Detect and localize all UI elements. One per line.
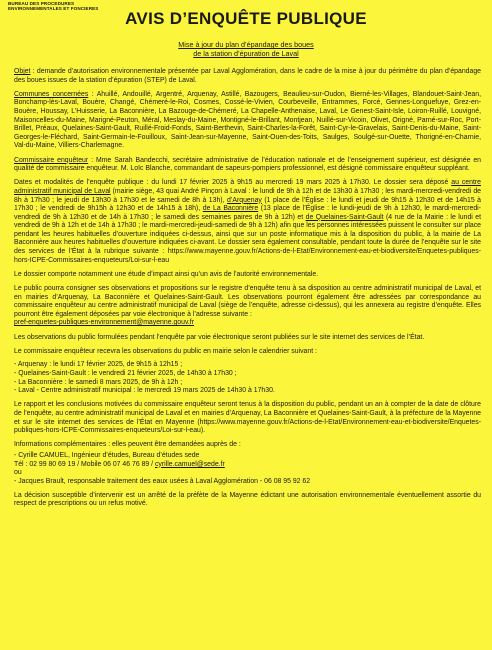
permanence-item: - Arquenay : le lundi 17 février 2025, de 9h15 à 12h15 ; [14,361,183,369]
permanences-intro: Le commissaire enquêteur recevra les observations du public en mairie selon le calendrier suivant : [14,347,317,355]
subtitle-line-1: Mise à jour du plan d’épandage des boues [178,40,314,49]
subtitle-line-2: de la station d’épuration de Laval [193,49,299,58]
contact-1-phone [14,461,481,470]
commissaire-paragraph [14,157,481,174]
contact-2: - Jacques Brault, responsable traitement des eaux usées à Laval Agglomération - 06 08 95 92 62 [14,477,311,485]
issuer-line-2: ENVIRONNEMENTALES ET FONCIERES [8,6,99,11]
commissaire-text: : Mme Sarah Bandecchi, secrétaire administrative de l’éducation nationale et de l’enseignement supérieur, est désignée en qualité de commissaire enquêteur. M. Loïc Blanche, commandant de sapeurs-pompiers professionnel, est désigné commissaire enquêteur suppléant. [14,156,481,173]
location-arquenay: d’Arquenay [227,196,262,204]
page-title: AVIS D’ENQUÊTE PUBLIQUE [125,9,367,28]
commissaire-label: Commissaire enquêteur [14,156,89,164]
page-subtitle [0,40,492,58]
dates-text-5: (4 rue de la Mairie : le lundi et vendredi de 9h à 12h et de 14h à 17h30 ; le mardi-mercredi-jeudi-samedi de 9h à 12h) afin que les personnes intéressées puissent le consulter sur place pendant les heures habituelles d’ouverture indiquées ci-dessus, ainsi que sur un poste informatique mis à la disposition du public, à la mairie de La Baconnière aux heures habituelles d’ouverture indiquées ci-avant. Le dossier sera également consultable, pendant toute la durée de l’enquête sur le site des services de l’État à la rubrique suivante : https://www.mayenne.gouv.fr/Actions-de-l-Etat/Environnement-eau-et-biodiversite/Enquetes-publiques-hors-ICPE-Commissaires-enqueteurs/Loi-sur-l-eau [14,213,481,264]
observations-paragraph [14,285,481,328]
decision-paragraph: La décision susceptible d’intervenir est un arrêté de la préfète de la Mayenne édictant une autorisation environnementale éventuellement assortie du respect de prescriptions ou un refus motivé. [14,491,481,508]
communes-label: Communes concernées [14,90,89,98]
contact-1-tel: Tél : 02 99 80 69 19 / Mobile 06 07 46 76 89 / [14,460,155,468]
issuer-line-1: BUREAU DES PROCEDURES [8,1,75,6]
etude-paragraph: Le dossier comporte notamment une étude d’impact ainsi qu’un avis de l’autorité environnementale. [14,270,319,278]
permanence-item: - La Baconnière : le samedi 8 mars 2025, de 9h à 12h ; [14,378,183,386]
contact-1-email-link[interactable]: cyrille.camuel@sede.fr [154,460,225,468]
publication-paragraph: Les observations du public formulées pendant l’enquête par voie électronique seront publiées sur le site internet des services de l’État. [14,333,425,341]
rapport-paragraph: Le rapport et les conclusions motivées du commissaire enquêteur seront tenus à la disposition du public, pendant un an à compter de la date de clôture de l’enquête, au centre administratif municipal de Laval et en mairies d’Arquenay, La Baconnière et Quelaines-Saint-Gault, à la préfecture de la Mayenne et sur le site internet des services de l’État en Mayenne (https://www.mayenne.gouv.fr/Actions-de-l-Etat/Environnement-eau-et-biodiversite/Enquetes-publiques-hors-ICPE-Commissaires-enqueteurs/Loi-sur-l-eau). [14,401,481,435]
dates-text-1: Dates et modalités de l’enquête publique : du lundi 17 février 2025 à 9h15 au mercredi 19 mars 2025 à 17h30. Le dossier sera déposé [14,179,452,187]
location-laval: au centre administratif municipal de Laval [14,179,481,195]
location-quelaines: de Quelaines-Saint-Gault [305,213,384,221]
communes-text: : Ahuillé, Andouillé, Argentré, Arquenay, Astillé, Bazougers, Beaulieu-sur-Oudon, Bierné-les-Villages, Blandouet-Saint-Jean, Bonchamp-lès-Laval, Bouère, Changé, Chémeré-le-Roi, Cosmes, Cossé-le-Vivien, Courbeveille, Entrammes, Forcé, Gennes-Longuefuye, Grez-en-Bouère, Houssay, L’Huisserie, La Baconnière, La Bazouge-de-Chémeré, La Chapelle-Anthenaise, Laval, Le Genest-Saint-Isle, Loiron-Ruillé, Louvigné, Maisoncelles-du-Maine, Marigné-Peuton, Méral, Meslay-du-Maine, Montigné-le-Brillant, Montjean, Nuillé-sur-Vicoin, Olivet, Origné, Parné-sur-Roc, Port-Brillet, Préaux, Quelaines-Saint-Gault, Ruillé-Froid-Fonds, Saint-Berthevin, Saint-Charles-la-Forêt, Saint-Cyr-le-Gravelais, Saint-Denis-du-Maine, Saint-Georges-le-Fléchard, Saint-Germain-le-Fouilloux, Saint-Jean-sur-Mayenne, Saint-Ouen-des-Toits, Saulges, Soulgé-sur-Ouette, Thorigné-en-Charnie, Val-du-Maine, Villiers-Charlemagne. [14,90,481,150]
objet-text: : demande d’autorisation environnementale présentée par Laval Agglomération, dans le cadre de la mise à jour du périmètre du plan d’épandage des boues issues de la station d’épuration (STEP) de Laval. [14,68,481,84]
location-la-baconniere: de La Baconnière [202,205,259,213]
dates-text-3: (1 place de l’Église : le lundi et jeudi de 9h15 à 12h30 et de 14h15 à 17h30 ; le vendredi de 9h15h à 12h30 et de 14h15 à 18h), [14,196,481,213]
dates-paragraph [14,179,481,265]
notice-body [14,68,481,515]
observations-email-link[interactable]: pref-enquetes-publiques-environnement@mayenne.gouv.fr [14,319,195,327]
dates-text-4: (13 place de l’Église : le lundi-jeudi de 9h à 12h30, le mardi-mercredi-vendredi de 9h à 12h30 et de 14h à 17h30 ; le samedi des semaines paires de 9h à 12h) et [14,205,481,221]
permanence-item: - Laval - Centre administratif municipal : le mercredi 19 mars 2025 de 14h30 à 17h30. [14,387,275,395]
dates-text-2: (mairie siège, 43 quai André Pinçon à Laval : le lundi de 9h à 12h et de 13h30 à 17h30 ; les mardi-mercredi-vendredi de 8h à 17h30 ; le jeudi de 13h30 à 17h30 et le samedi de 8h à 13h), [14,187,481,204]
permanences-list [14,361,481,395]
infos-intro: Informations complémentaires : elles peuvent être demandées auprès de : [14,441,241,449]
infos-block [14,441,481,486]
objet-paragraph [14,68,481,85]
objet-label: Objet [14,68,31,75]
permanence-item: - Quelaines-Saint-Gault : le vendredi 21 février 2025, de 14h30 à 17h30 ; [14,369,237,377]
contact-1-name: - Cyrille CAMUEL, Ingénieur d’études, Bureau d’études sede [14,451,200,459]
contact-or: ou [14,469,22,477]
observations-text: Le public pourra consigner ses observations et propositions sur le registre d’enquête tenu à sa disposition au centre administratif municipal de Laval, et en mairies d’Arquenay, La Baconnière et Quelaines-Saint-Gault. Les observations pourront également être adressées par correspondance au commissaire enquêteur au centre administratif municipal de Laval (siège de l’enquête, adresse ci-dessus), qui les annexera au registre d’enquête. Elles pourront être également déposées par voie électronique à l’adresse suivante : [14,285,481,318]
communes-paragraph [14,91,481,151]
